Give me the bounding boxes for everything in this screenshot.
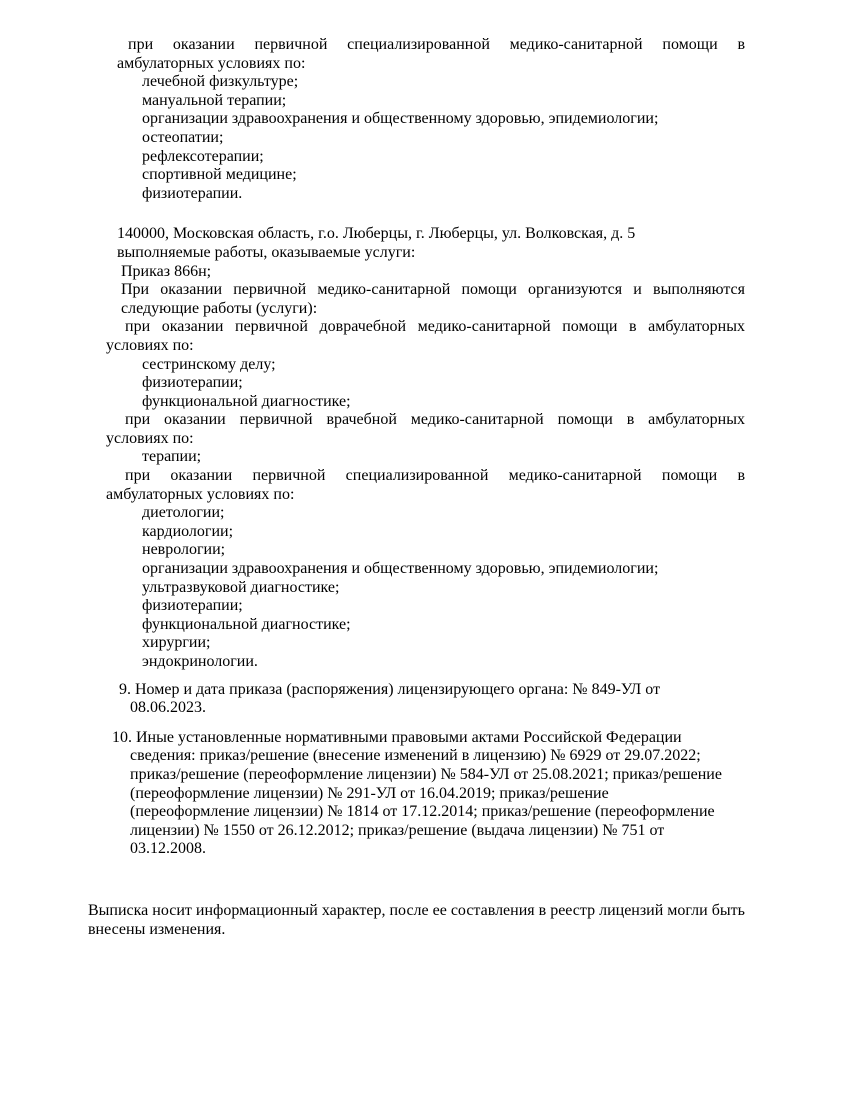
doc-line: физиотерапии. <box>142 184 243 202</box>
doc-line: функциональной диагностике; <box>142 392 351 410</box>
doc-line: (переоформление лицензии) № 291-УЛ от 16.04.2019; приказ/решение <box>130 784 609 802</box>
doc-line: остеопатии; <box>142 128 224 146</box>
doc-line: Выписка носит информационный характер, после ее составления в реестр лицензий могли быть <box>88 901 745 919</box>
doc-line: эндокринологии. <box>142 653 258 670</box>
document-body <box>88 36 745 939</box>
doc-line: 03.12.2008. <box>130 840 206 858</box>
doc-line: 10. Иные установленные нормативными правовыми актами Российской Федерации <box>112 728 682 746</box>
doc-line: При оказании первичной медико-санитарной помощи организуются и выполняются <box>121 281 745 299</box>
doc-line: ультразвуковой диагностике; <box>142 578 340 596</box>
doc-line: неврологии; <box>142 541 226 559</box>
doc-line: при оказании первичной специализированной медико-санитарной помощи в <box>125 467 745 485</box>
doc-line: хирургии; <box>142 634 211 652</box>
address-works-services-section <box>88 225 745 671</box>
item-9-licensing-order-number <box>88 681 745 718</box>
doc-line: приказ/решение (переоформление лицензии) № 584-УЛ от 25.08.2021; приказ/решение <box>130 765 722 783</box>
doc-line: физиотерапии; <box>142 597 243 615</box>
doc-line: амбулаторных условиях по: <box>117 54 306 72</box>
doc-line: 9. Номер и дата приказа (распоряжения) лицензирующего органа: № 849-УЛ от <box>119 680 661 698</box>
doc-line: терапии; <box>142 448 202 466</box>
doc-line: лицензии) № 1550 от 26.12.2012; приказ/решение (выдача лицензии) № 751 от <box>130 821 665 839</box>
doc-line: лечебной физкультуре; <box>142 73 299 91</box>
doc-line: следующие работы (услуги): <box>121 299 318 317</box>
doc-line: условиях по: <box>106 429 194 447</box>
doc-line: амбулаторных условиях по: <box>106 485 295 503</box>
doc-line: диетологии; <box>142 504 225 522</box>
doc-line: физиотерапии; <box>142 374 243 392</box>
doc-line: при оказании первичной врачебной медико-санитарной помощи в амбулаторных <box>125 411 745 429</box>
doc-line: сведения: приказ/решение (внесение изменений в лицензию) № 6929 от 29.07.2022; <box>130 747 701 765</box>
doc-line: Приказ 866н; <box>121 262 212 280</box>
doc-line: 08.06.2023. <box>130 699 206 717</box>
doc-line: 140000, Московская область, г.о. Люберцы, г. Люберцы, ул. Волковская, д. 5 <box>117 225 636 243</box>
doc-line: функциональной диагностике; <box>142 615 351 633</box>
doc-line: рефлексотерапии; <box>142 147 264 165</box>
doc-line: внесены изменения. <box>88 920 226 938</box>
doc-line: при оказании первичной доврачебной медико-санитарной помощи в амбулаторных <box>125 318 745 336</box>
doc-line: (переоформление лицензии) № 1814 от 17.12.2014; приказ/решение (переоформление <box>130 803 715 821</box>
doc-line: мануальной терапии; <box>142 91 287 109</box>
specialized-care-works-section <box>88 36 745 203</box>
doc-line: сестринскому делу; <box>142 355 276 373</box>
doc-line: условиях по: <box>106 336 194 354</box>
doc-line: организации здравоохранения и общественному здоровью, эпидемиологии; <box>142 560 659 578</box>
item-10-other-regulatory-info <box>88 729 745 859</box>
doc-line: организации здравоохранения и общественному здоровью, эпидемиологии; <box>142 110 659 128</box>
footer-informational-note <box>88 902 745 939</box>
doc-line: спортивной медицине; <box>142 166 297 184</box>
doc-line: кардиологии; <box>142 522 234 540</box>
doc-line: при оказании первичной специализированной медико-санитарной помощи в <box>128 36 745 53</box>
doc-line: выполняемые работы, оказываемые услуги: <box>117 243 416 261</box>
